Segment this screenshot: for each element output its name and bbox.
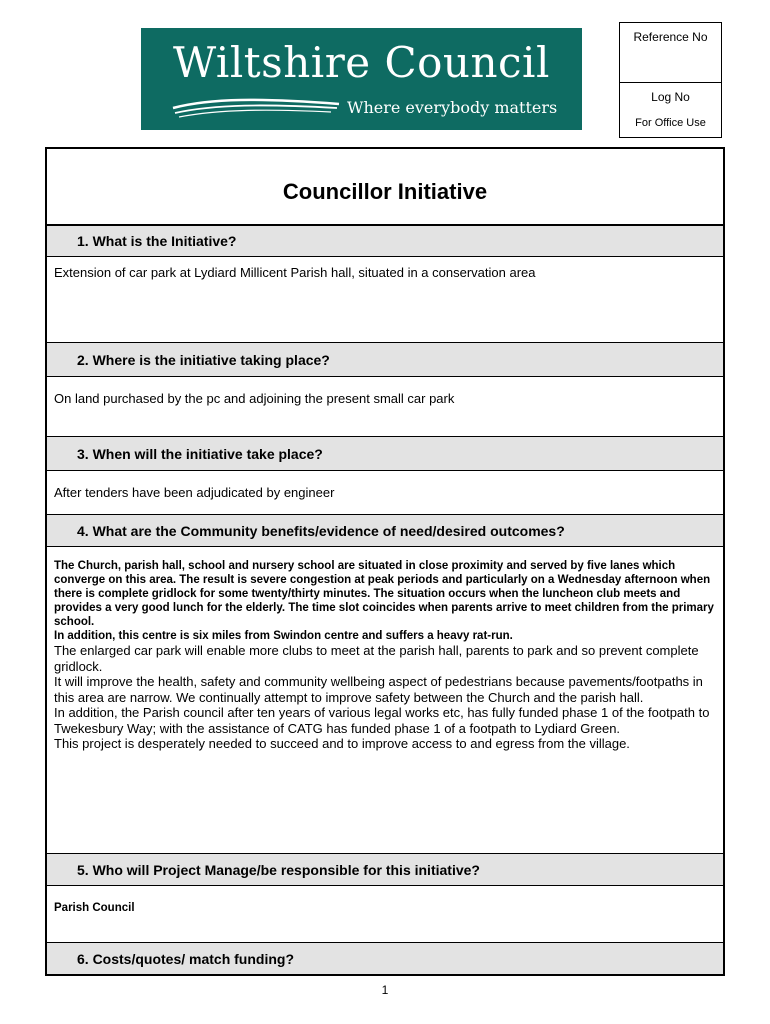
section-3-answer[interactable]: After tenders have been adjudicated by engineer: [47, 471, 723, 515]
section-5-heading: 5. Who will Project Manage/be responsible for this initiative?: [47, 854, 723, 886]
section-4-heading: 4. What are the Community benefits/evidence of need/desired outcomes?: [47, 515, 723, 547]
form-title: Councillor Initiative: [47, 149, 723, 226]
section-1-answer[interactable]: Extension of car park at Lydiard Millicent Parish hall, situated in a conservation area: [47, 257, 723, 343]
section-5-answer[interactable]: Parish Council: [47, 886, 723, 943]
section-4-paragraph: The enlarged car park will enable more clubs to meet at the parish hall, parents to park and so prevent complete gridlock.: [54, 643, 699, 674]
council-logo: [141, 28, 582, 130]
section-6-heading: 6. Costs/quotes/ match funding?: [47, 943, 723, 975]
section-1-heading: 1. What is the Initiative?: [47, 226, 723, 257]
reference-no-label: Reference No: [620, 23, 721, 83]
councillor-initiative-form: [45, 147, 725, 976]
section-2-heading: 2. Where is the initiative taking place?: [47, 343, 723, 377]
page-number: 1: [381, 983, 389, 997]
section-3-heading: 3. When will the initiative take place?: [47, 437, 723, 471]
section-4-paragraph: In addition, the Parish council after ten years of various legal works etc, has fully funded phase 1 of the footpath to Twekesbury Way; with the assistance of CATG has funded phase 1 of a footpath to Lydiard Green.: [54, 705, 710, 736]
logo-tagline: Where everybody matters: [347, 98, 558, 117]
logo-title: Wiltshire Council: [173, 38, 550, 87]
section-4-bold-text: The Church, parish hall, school and nursery school are situated in close proximity and served by five lanes which converge on this area. The result is severe congestion at peak periods and particularly on a Wednesday afternoon when there is complete gridlock for some twenty/thirty minutes. The situation occurs when the luncheon club meets and provides a very good lunch for the elderly. The time slot coincides when parents arrive to meet children from the primary school.: [54, 560, 714, 628]
log-no-label: Log No: [651, 90, 690, 104]
office-use-label: For Office Use: [635, 117, 706, 129]
logo-swoosh-icon: [171, 96, 341, 118]
section-4-bold-text-2: In addition, this centre is six miles from Swindon centre and suffers a heavy rat-run.: [54, 630, 513, 642]
section-4-answer[interactable]: [47, 547, 723, 854]
section-4-paragraph: This project is desperately needed to succeed and to improve access to and egress from the village.: [54, 736, 630, 751]
section-4-paragraph: It will improve the health, safety and community wellbeing aspect of pedestrians because pavements/footpaths in this area are narrow. We continually attempt to improve safety between the Church and the parish hall.: [54, 674, 703, 705]
section-2-answer[interactable]: On land purchased by the pc and adjoining the present small car park: [47, 377, 723, 437]
office-use-box: [619, 22, 722, 138]
section-6-answer[interactable]: [47, 975, 723, 976]
